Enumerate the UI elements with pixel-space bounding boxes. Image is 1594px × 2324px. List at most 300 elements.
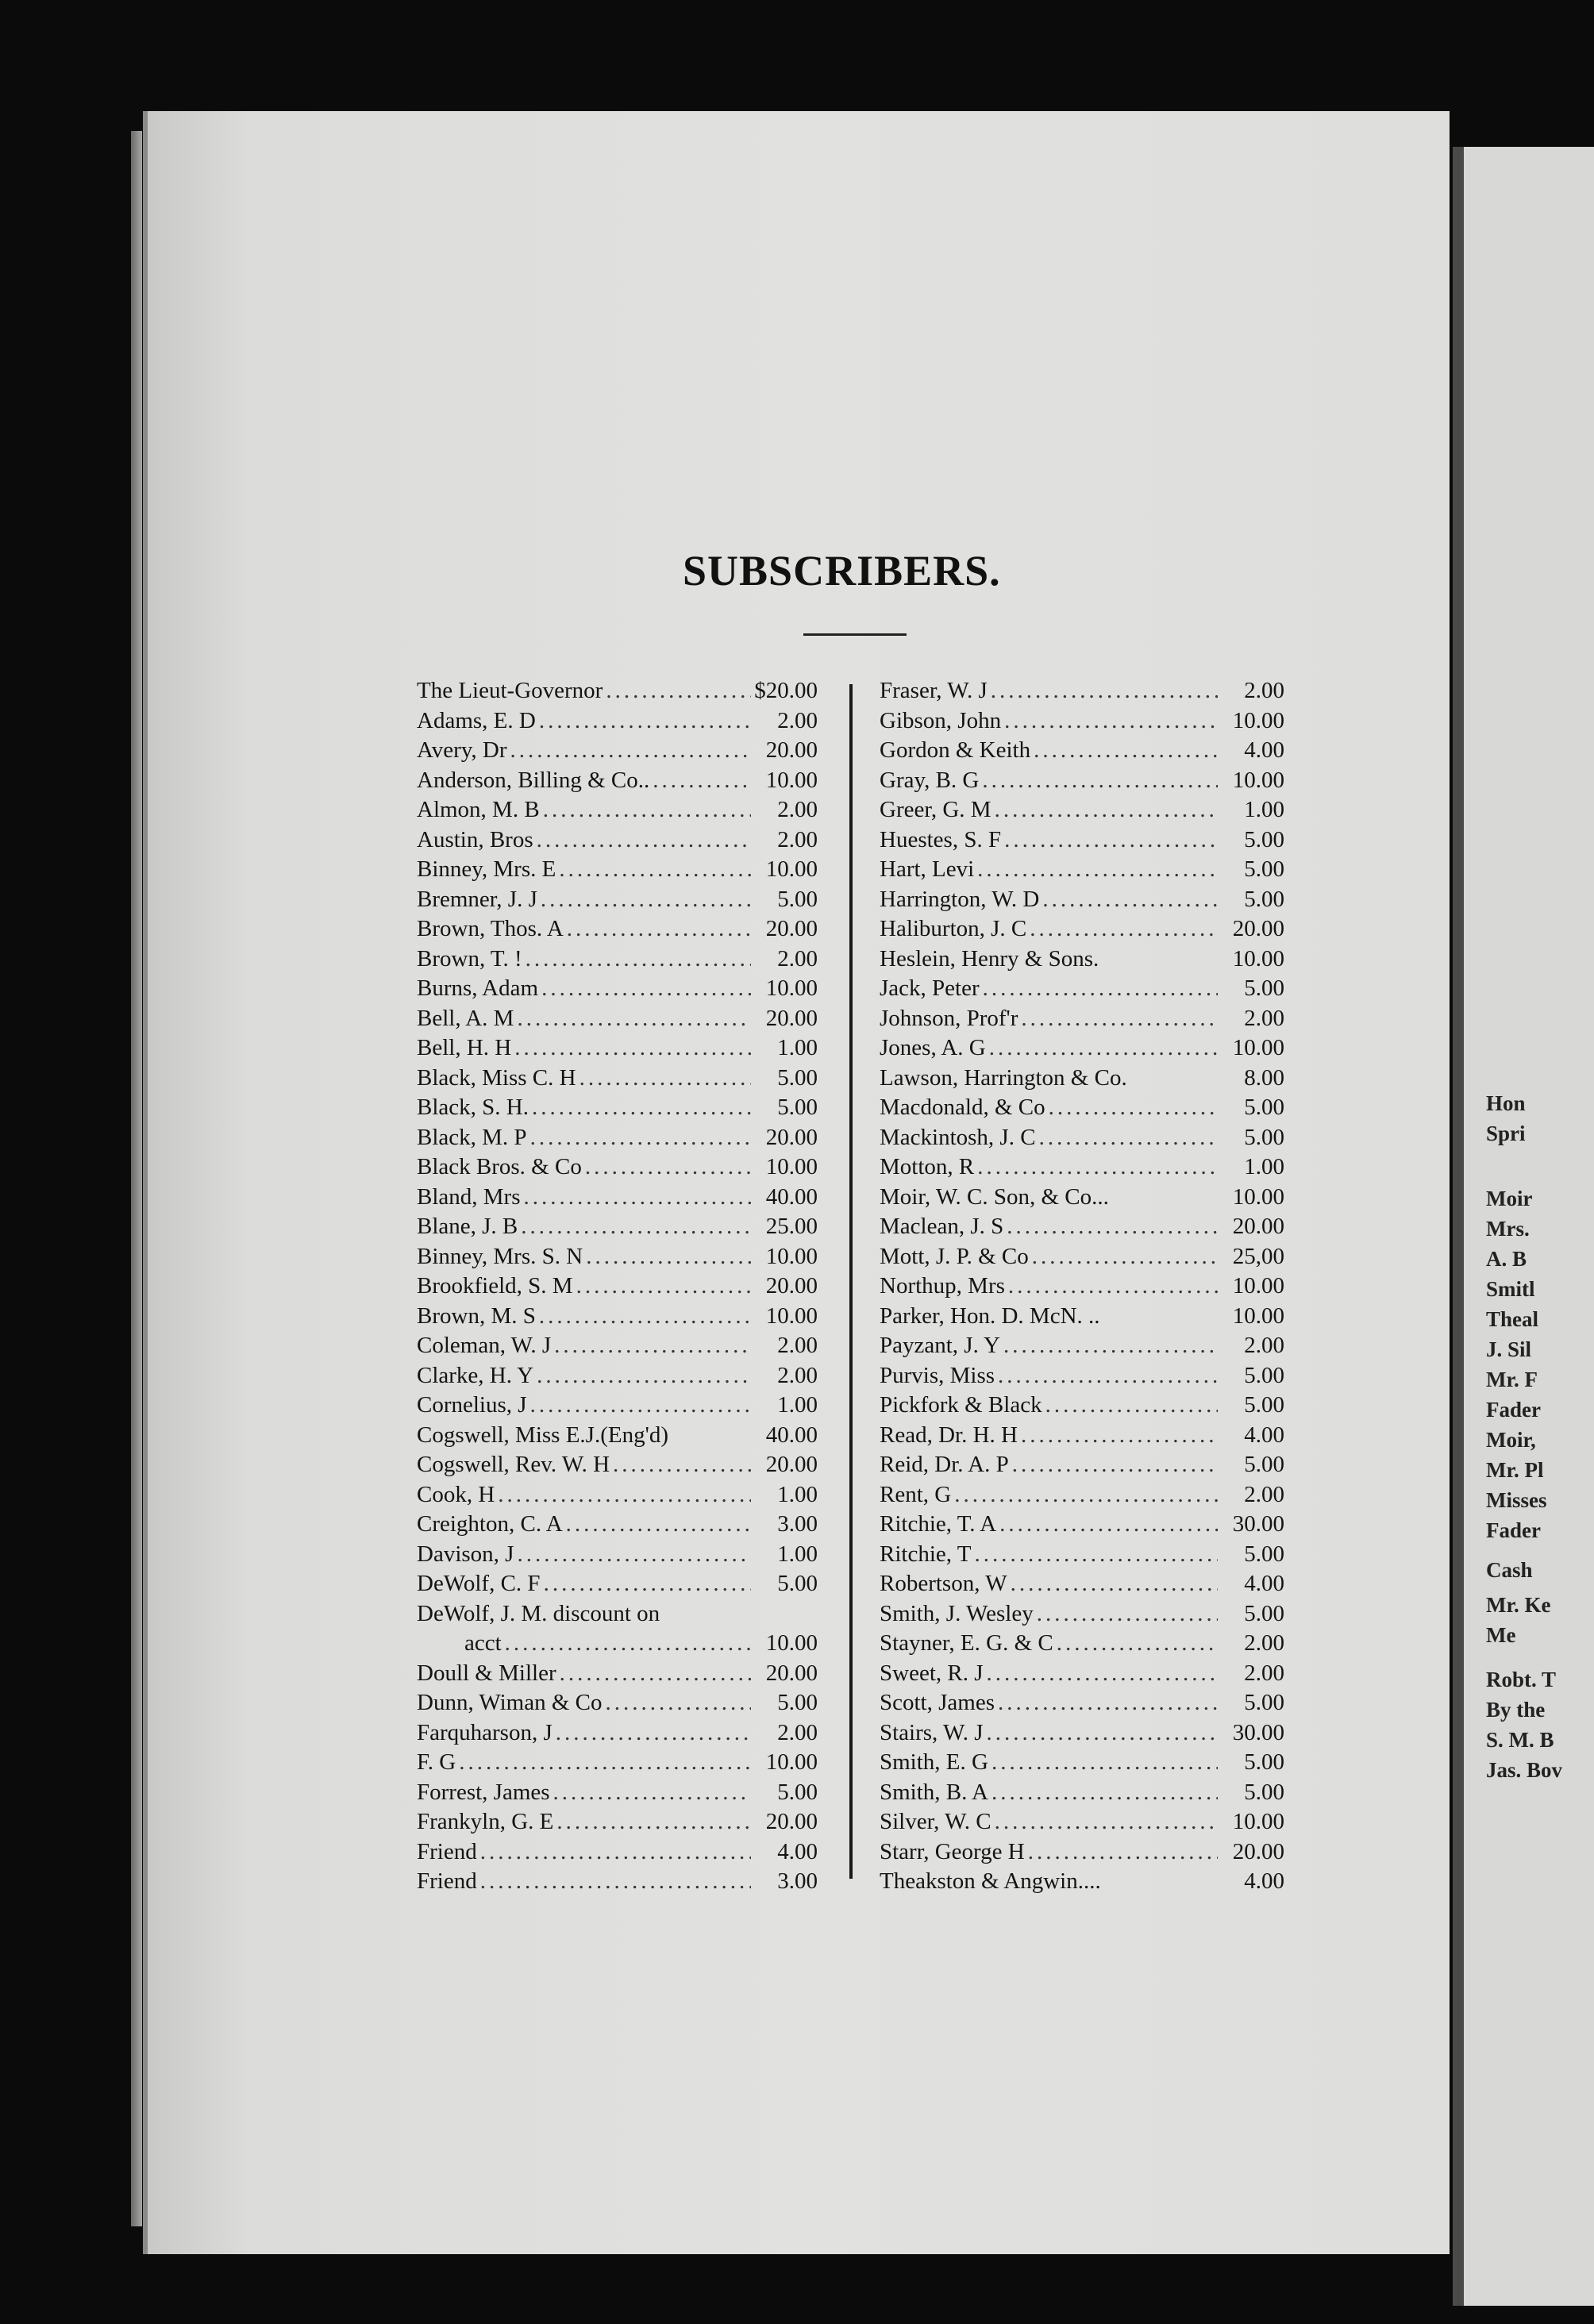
leader-dots bbox=[1011, 1569, 1218, 1599]
title-underline bbox=[803, 633, 907, 636]
subscriber-name: Reid, Dr. A. P bbox=[880, 1452, 1009, 1477]
subscriber-name: Almon, M. B bbox=[417, 797, 540, 822]
subscriber-row bbox=[417, 1659, 818, 1689]
subscriber-row bbox=[417, 1450, 818, 1480]
leader-dots bbox=[1008, 1272, 1218, 1302]
subscriber-row bbox=[417, 1242, 818, 1272]
subscriber-row bbox=[880, 1688, 1284, 1718]
subscription-amount: 10.00 bbox=[1232, 1035, 1284, 1060]
leader-dots bbox=[480, 1837, 751, 1868]
subscriber-row bbox=[880, 1391, 1284, 1421]
adjacent-page-fragment: Hon bbox=[1486, 1091, 1526, 1115]
adjacent-page bbox=[1453, 147, 1594, 2306]
leader-dots bbox=[576, 1272, 751, 1302]
leader-dots bbox=[530, 1391, 751, 1421]
leader-dots bbox=[1039, 1123, 1218, 1153]
subscriber-row bbox=[417, 1391, 818, 1421]
leader-dots bbox=[541, 974, 751, 1004]
subscription-amount: 10.00 bbox=[1232, 707, 1284, 733]
subscription-amount: 3.00 bbox=[777, 1868, 818, 1894]
subscriber-name: Friend bbox=[417, 1838, 477, 1864]
subscriber-name: Payzant, J. Y bbox=[880, 1333, 1000, 1358]
leader-dots bbox=[998, 1688, 1218, 1718]
subscriber-name: acct bbox=[464, 1630, 502, 1656]
subscription-amount: 2.00 bbox=[777, 1362, 818, 1388]
leader-dots bbox=[982, 766, 1218, 796]
subscriber-row bbox=[880, 885, 1284, 915]
subscriber-name: Stayner, E. G. & C bbox=[880, 1630, 1053, 1656]
column-divider bbox=[849, 684, 853, 1879]
subscriber-row bbox=[417, 1361, 818, 1391]
subscription-amount: 2.00 bbox=[1244, 1005, 1284, 1031]
subscriber-name: Macdonald, & Co bbox=[880, 1095, 1045, 1120]
subscriber-name: Blane, J. B bbox=[417, 1214, 518, 1239]
subscriber-row bbox=[417, 855, 818, 885]
subscriber-name: Silver, W. C bbox=[880, 1809, 991, 1834]
subscriber-row bbox=[880, 1718, 1284, 1749]
subscriber-row bbox=[417, 1123, 818, 1153]
subscription-amount: 40.00 bbox=[765, 1422, 818, 1448]
subscription-amount: 5.00 bbox=[777, 1095, 818, 1120]
subscription-amount: 2.00 bbox=[1244, 678, 1284, 703]
subscriber-name: Clarke, H. Y bbox=[417, 1362, 534, 1388]
subscriber-row bbox=[880, 1599, 1284, 1629]
leader-dots bbox=[1012, 1450, 1218, 1480]
subscription-amount: 10.00 bbox=[765, 856, 818, 882]
subscription-amount: 10.00 bbox=[765, 1243, 818, 1269]
subscriber-row bbox=[417, 1748, 818, 1778]
subscription-amount: 5.00 bbox=[1244, 975, 1284, 1001]
leader-dots bbox=[995, 1807, 1218, 1837]
leader-dots bbox=[1030, 914, 1218, 945]
subscribers-left-column bbox=[417, 676, 818, 1897]
subscription-amount: 1.00 bbox=[777, 1481, 818, 1507]
subscriber-row bbox=[417, 1152, 818, 1183]
subscriber-row bbox=[417, 1778, 818, 1808]
adjacent-page-fragment: Mr. F bbox=[1486, 1368, 1538, 1391]
subscriber-row bbox=[417, 1688, 818, 1718]
leader-dots bbox=[606, 1688, 751, 1718]
leader-dots bbox=[1004, 706, 1218, 737]
subscriber-row bbox=[417, 1807, 818, 1837]
subscriber-row bbox=[880, 1540, 1284, 1570]
subscriber-row bbox=[880, 1867, 1284, 1897]
subscriber-name: Burns, Adam bbox=[417, 975, 539, 1001]
subscriber-name: Black, M. P bbox=[417, 1124, 527, 1150]
subscription-amount: 1.00 bbox=[777, 1392, 818, 1418]
subscriber-row bbox=[880, 1569, 1284, 1599]
subscription-amount: 10.00 bbox=[765, 1749, 818, 1775]
subscriber-name: Huestes, S. F bbox=[880, 826, 1002, 852]
subscriber-name: Gibson, John bbox=[880, 707, 1002, 733]
subscription-amount: 5.00 bbox=[1244, 1779, 1284, 1805]
leader-dots bbox=[613, 1450, 751, 1480]
subscription-amount: 10.00 bbox=[765, 1154, 818, 1179]
adjacent-page-fragment: J. Sil bbox=[1486, 1337, 1532, 1361]
leader-dots bbox=[995, 795, 1218, 825]
subscription-amount: 20.00 bbox=[765, 916, 818, 941]
subscriber-row bbox=[417, 736, 818, 766]
subscriber-row bbox=[417, 1718, 818, 1749]
subscription-amount: 1.00 bbox=[1244, 1154, 1284, 1179]
leader-dots bbox=[991, 1748, 1218, 1778]
subscription-amount: 2.00 bbox=[1244, 1630, 1284, 1656]
subscriber-name: Harrington, W. D bbox=[880, 886, 1040, 912]
subscriber-row bbox=[417, 1093, 818, 1123]
leader-dots bbox=[560, 1659, 751, 1689]
subscription-amount: 2.00 bbox=[777, 945, 818, 972]
subscriber-row bbox=[880, 1272, 1284, 1302]
subscription-amount: 5.00 bbox=[1244, 886, 1284, 912]
leader-dots bbox=[606, 676, 751, 706]
subscription-amount: 2.00 bbox=[1244, 1660, 1284, 1686]
leader-dots bbox=[1004, 825, 1218, 856]
subscriber-name: Starr, George H bbox=[880, 1838, 1025, 1864]
leader-dots bbox=[977, 855, 1218, 885]
subscriber-name: Robertson, W bbox=[880, 1571, 1007, 1596]
leader-dots bbox=[1049, 1093, 1218, 1123]
subscription-amount: 2.00 bbox=[777, 707, 818, 733]
subscription-amount: 5.00 bbox=[1244, 1749, 1284, 1775]
subscriber-name: Parker, Hon. D. McN. .. bbox=[880, 1302, 1100, 1329]
leader-dots bbox=[553, 1778, 751, 1808]
subscription-amount: 5.00 bbox=[777, 1690, 818, 1715]
subscriber-row bbox=[880, 766, 1284, 796]
subscription-amount: 4.00 bbox=[1244, 1868, 1284, 1894]
subscriber-name: DeWolf, J. M. discount on bbox=[417, 1600, 660, 1626]
subscriber-row bbox=[880, 1183, 1284, 1213]
leader-dots bbox=[498, 1480, 751, 1510]
subscriber-row bbox=[880, 706, 1284, 737]
subscription-amount: 30.00 bbox=[1232, 1719, 1284, 1745]
adjacent-page-fragment: Spri bbox=[1486, 1122, 1526, 1145]
subscriber-name: Smith, J. Wesley bbox=[880, 1600, 1034, 1626]
leader-dots bbox=[537, 825, 751, 856]
subscription-amount: 5.00 bbox=[1244, 1095, 1284, 1120]
subscriber-row bbox=[880, 1450, 1284, 1480]
subscription-amount: 20.00 bbox=[1232, 916, 1284, 941]
subscriber-name: Scott, James bbox=[880, 1690, 995, 1715]
leader-dots bbox=[586, 1242, 751, 1272]
subscriber-row bbox=[417, 974, 818, 1004]
subscriber-name: Pickfork & Black bbox=[880, 1392, 1042, 1418]
leader-dots bbox=[554, 1331, 751, 1361]
subscriber-name: Northup, Mrs bbox=[880, 1273, 1005, 1299]
subscriber-row bbox=[417, 1569, 818, 1599]
leader-dots bbox=[974, 1540, 1218, 1570]
subscriber-name: Farquharson, J bbox=[417, 1719, 553, 1745]
subscription-amount: 5.00 bbox=[1244, 826, 1284, 852]
subscription-amount: 20.00 bbox=[765, 1273, 818, 1299]
subscriber-row bbox=[880, 1778, 1284, 1808]
subscriber-name: Purvis, Miss bbox=[880, 1362, 995, 1388]
subscriber-row bbox=[417, 1540, 818, 1570]
subscriber-name: Read, Dr. H. H bbox=[880, 1422, 1018, 1448]
leader-dots bbox=[532, 1093, 751, 1123]
leader-dots bbox=[556, 1807, 751, 1837]
subscriber-name: The Lieut-Governor bbox=[417, 678, 603, 703]
subscriber-name: Gray, B. G bbox=[880, 767, 980, 793]
subscriber-name: Stairs, W. J bbox=[880, 1719, 984, 1745]
leader-dots bbox=[526, 945, 751, 975]
subscriber-name: Brookfield, S. M bbox=[417, 1273, 573, 1299]
subscriber-row bbox=[417, 1212, 818, 1242]
subscriber-name: Anderson, Billing & Co.. bbox=[417, 767, 650, 793]
adjacent-page-fragment: Fader bbox=[1486, 1518, 1541, 1542]
subscriber-name: Bremner, J. J bbox=[417, 886, 537, 912]
subscriber-name: Heslein, Henry & Sons. bbox=[880, 945, 1099, 972]
leader-dots bbox=[480, 1867, 751, 1897]
subscription-amount: 2.00 bbox=[777, 797, 818, 822]
subscriber-name: Coleman, W. J bbox=[417, 1333, 552, 1358]
subscription-amount: 40.00 bbox=[765, 1183, 818, 1210]
subscriber-row bbox=[417, 1629, 818, 1659]
subscriber-row bbox=[417, 1867, 818, 1897]
subscription-amount: 5.00 bbox=[777, 1779, 818, 1805]
subscriber-row bbox=[880, 1152, 1284, 1183]
subscriber-name: Cogswell, Rev. W. H bbox=[417, 1452, 610, 1477]
subscription-amount: 5.00 bbox=[1244, 1124, 1284, 1150]
subscriber-name: Rent, G bbox=[880, 1481, 952, 1507]
subscribers-right-column bbox=[880, 676, 1284, 1897]
subscriber-name: Maclean, J. S bbox=[880, 1214, 1004, 1239]
adjacent-page-fragment: Me bbox=[1486, 1623, 1516, 1647]
subscriber-name: Adams, E. D bbox=[417, 707, 536, 733]
subscriber-name: Creighton, C. A bbox=[417, 1511, 563, 1537]
leader-dots bbox=[1028, 1837, 1218, 1868]
leader-dots bbox=[989, 1033, 1218, 1064]
subscriber-row bbox=[417, 945, 818, 975]
subscription-amount: 3.00 bbox=[777, 1511, 818, 1537]
subscriber-name: Austin, Bros bbox=[417, 826, 533, 852]
adjacent-page-fragment: A. B bbox=[1486, 1247, 1527, 1271]
subscriber-row bbox=[417, 1064, 818, 1094]
subscriber-row bbox=[417, 1302, 818, 1332]
subscriber-name: Black Bros. & Co bbox=[417, 1154, 582, 1179]
subscription-amount: 4.00 bbox=[1244, 1422, 1284, 1448]
subscription-amount: 2.00 bbox=[777, 1333, 818, 1358]
subscription-amount: 25,00 bbox=[1232, 1243, 1284, 1269]
subscriber-name: Bland, Mrs bbox=[417, 1183, 521, 1210]
subscriber-row bbox=[880, 914, 1284, 945]
page-title: SUBSCRIBERS. bbox=[683, 547, 1001, 594]
subscription-amount: 20.00 bbox=[765, 737, 818, 763]
subscription-amount: 10.00 bbox=[1232, 945, 1284, 972]
subscriber-row bbox=[417, 1331, 818, 1361]
subscription-amount: 4.00 bbox=[777, 1838, 818, 1864]
subscription-amount: 5.00 bbox=[1244, 856, 1284, 882]
subscriber-name: Cogswell, Miss E.J.(Eng'd) bbox=[417, 1422, 668, 1448]
subscriber-name: Theakston & Angwin.... bbox=[880, 1868, 1101, 1894]
subscriber-row bbox=[417, 825, 818, 856]
page-binding-edge bbox=[131, 131, 142, 2226]
subscription-amount: 10.00 bbox=[1232, 1273, 1284, 1299]
subscription-amount: 10.00 bbox=[765, 1302, 818, 1329]
subscription-amount: 5.00 bbox=[777, 1064, 818, 1091]
leader-dots bbox=[539, 706, 751, 737]
subscription-amount: 2.00 bbox=[777, 1719, 818, 1745]
subscription-amount: 10.00 bbox=[765, 1630, 818, 1656]
leader-dots bbox=[987, 1718, 1218, 1749]
subscriber-row bbox=[880, 1510, 1284, 1540]
subscriber-name: Friend bbox=[417, 1868, 477, 1894]
subscriber-row bbox=[417, 1599, 818, 1629]
subscription-amount: 5.00 bbox=[777, 1571, 818, 1596]
subscription-amount: 2.00 bbox=[777, 826, 818, 852]
subscriber-name: Davison, J bbox=[417, 1541, 514, 1567]
leader-dots bbox=[517, 1540, 751, 1570]
adjacent-page-fragment: Jas. Bov bbox=[1486, 1758, 1563, 1782]
subscriber-row bbox=[880, 1064, 1284, 1094]
subscription-amount: 10.00 bbox=[1232, 1302, 1284, 1329]
subscription-amount: 8.00 bbox=[1244, 1064, 1284, 1091]
adjacent-page-fragment: Mr. Ke bbox=[1486, 1593, 1551, 1617]
subscription-amount: 10.00 bbox=[765, 975, 818, 1001]
leader-dots bbox=[954, 1480, 1218, 1510]
leader-dots bbox=[521, 1212, 751, 1242]
leader-dots bbox=[517, 1004, 751, 1034]
subscriber-row bbox=[880, 825, 1284, 856]
subscriber-row bbox=[417, 676, 818, 706]
subscriber-row bbox=[880, 736, 1284, 766]
leader-dots bbox=[991, 676, 1218, 706]
subscriber-row bbox=[417, 1837, 818, 1868]
subscription-amount: 1.00 bbox=[777, 1035, 818, 1060]
subscriber-name: Lawson, Harrington & Co. bbox=[880, 1064, 1127, 1091]
subscriber-name: Mackintosh, J. C bbox=[880, 1124, 1036, 1150]
subscriber-name: F. G bbox=[417, 1749, 456, 1775]
leader-dots bbox=[567, 914, 751, 945]
subscriber-row bbox=[880, 1659, 1284, 1689]
leader-dots bbox=[585, 1152, 751, 1183]
leader-dots bbox=[1045, 1391, 1218, 1421]
subscription-amount: 5.00 bbox=[1244, 1452, 1284, 1477]
leader-dots bbox=[524, 1183, 752, 1213]
subscriber-row bbox=[880, 855, 1284, 885]
subscriber-name: Black, Miss C. H bbox=[417, 1064, 576, 1091]
adjacent-page-fragment: S. M. B bbox=[1486, 1728, 1554, 1752]
subscription-amount: $20.00 bbox=[754, 678, 818, 703]
adjacent-page-fragment: Moir, bbox=[1486, 1428, 1536, 1452]
adjacent-page-fragment: Moir bbox=[1486, 1187, 1533, 1210]
subscriber-name: Black, S. H. bbox=[417, 1095, 529, 1120]
subscriber-name: Ritchie, T. A bbox=[880, 1511, 997, 1537]
subscriber-name: Haliburton, J. C bbox=[880, 916, 1027, 941]
subscriber-name: Fraser, W. J bbox=[880, 678, 988, 703]
leader-dots bbox=[983, 974, 1218, 1004]
subscription-amount: 1.00 bbox=[1244, 797, 1284, 822]
subscriber-row bbox=[417, 1033, 818, 1064]
leader-dots bbox=[539, 1302, 751, 1332]
subscriber-row bbox=[880, 1033, 1284, 1064]
leader-dots bbox=[541, 885, 751, 915]
adjacent-page-fragment: Cash bbox=[1486, 1558, 1533, 1582]
subscriber-row bbox=[417, 1272, 818, 1302]
subscriber-row bbox=[417, 766, 818, 796]
adjacent-page-fragment: Mr. Pl bbox=[1486, 1458, 1544, 1482]
subscriber-name: Doull & Miller bbox=[417, 1660, 556, 1686]
leader-dots bbox=[1003, 1331, 1218, 1361]
subscriber-name: Jack, Peter bbox=[880, 975, 980, 1001]
subscriber-name: DeWolf, C. F bbox=[417, 1571, 541, 1596]
subscription-amount: 4.00 bbox=[1244, 737, 1284, 763]
subscription-amount: 10.00 bbox=[1232, 1183, 1284, 1210]
subscriber-row bbox=[880, 945, 1284, 975]
subscriber-name: Smith, B. A bbox=[880, 1779, 988, 1805]
leader-dots bbox=[1034, 736, 1218, 766]
leader-dots bbox=[537, 1361, 751, 1391]
subscriber-row bbox=[880, 1361, 1284, 1391]
leader-dots bbox=[1007, 1212, 1218, 1242]
leader-dots bbox=[566, 1510, 751, 1540]
subscriber-name: Hart, Levi bbox=[880, 856, 975, 882]
subscriber-name: Moir, W. C. Son, & Co... bbox=[880, 1183, 1109, 1210]
leader-dots bbox=[1021, 1004, 1218, 1034]
adjacent-page-fragment: Fader bbox=[1486, 1398, 1541, 1422]
subscriber-name: Sweet, R. J bbox=[880, 1660, 984, 1686]
subscriber-row bbox=[417, 1510, 818, 1540]
subscriber-row bbox=[880, 1837, 1284, 1868]
leader-dots bbox=[544, 1569, 751, 1599]
subscriber-row bbox=[417, 706, 818, 737]
subscriber-name: Cornelius, J bbox=[417, 1392, 527, 1418]
adjacent-page-fragment: Robt. T bbox=[1486, 1668, 1557, 1691]
subscriber-row bbox=[417, 885, 818, 915]
adjacent-page-fragment: Mrs. bbox=[1486, 1217, 1530, 1241]
subscription-amount: 5.00 bbox=[1244, 1362, 1284, 1388]
subscription-amount: 10.00 bbox=[765, 767, 818, 793]
subscription-amount: 5.00 bbox=[1244, 1541, 1284, 1567]
leader-dots bbox=[998, 1361, 1218, 1391]
adjacent-page-fragment: By the bbox=[1486, 1698, 1546, 1722]
subscriber-row bbox=[417, 795, 818, 825]
subscriber-name: Cook, H bbox=[417, 1481, 495, 1507]
leader-dots bbox=[514, 1033, 751, 1064]
subscriber-name: Brown, T. ! bbox=[417, 945, 522, 972]
subscriber-name: Dunn, Wiman & Co bbox=[417, 1690, 603, 1715]
subscription-amount: 20.00 bbox=[765, 1452, 818, 1477]
leader-dots bbox=[556, 1718, 751, 1749]
subscription-amount: 4.00 bbox=[1244, 1571, 1284, 1596]
subscriber-row bbox=[417, 1183, 818, 1213]
leader-dots bbox=[530, 1123, 751, 1153]
leader-dots bbox=[505, 1629, 751, 1659]
subscriber-name: Avery, Dr bbox=[417, 737, 507, 763]
subscription-amount: 5.00 bbox=[777, 886, 818, 912]
subscriber-name: Brown, Thos. A bbox=[417, 916, 564, 941]
subscription-amount: 20.00 bbox=[765, 1124, 818, 1150]
subscription-amount: 20.00 bbox=[765, 1005, 818, 1031]
adjacent-page-fragment: Misses bbox=[1486, 1488, 1547, 1512]
subscriber-row bbox=[417, 1421, 818, 1451]
subscriber-row bbox=[880, 1807, 1284, 1837]
adjacent-page-fragment: Theal bbox=[1486, 1307, 1539, 1331]
subscription-amount: 20.00 bbox=[765, 1809, 818, 1834]
subscriber-name: Bell, A. M bbox=[417, 1005, 514, 1031]
subscription-amount: 10.00 bbox=[1232, 1809, 1284, 1834]
subscription-amount: 10.00 bbox=[1232, 767, 1284, 793]
subscriber-row bbox=[880, 1123, 1284, 1153]
leader-dots bbox=[1057, 1629, 1218, 1659]
leader-dots bbox=[459, 1748, 751, 1778]
subscriber-row bbox=[880, 1302, 1284, 1332]
subscription-amount: 20.00 bbox=[1232, 1838, 1284, 1864]
subscriber-row bbox=[880, 974, 1284, 1004]
subscriber-name: Bell, H. H bbox=[417, 1035, 512, 1060]
subscription-amount: 5.00 bbox=[1244, 1392, 1284, 1418]
subscriber-name: Motton, R bbox=[880, 1154, 975, 1179]
subscriber-name: Johnson, Prof'r bbox=[880, 1005, 1018, 1031]
